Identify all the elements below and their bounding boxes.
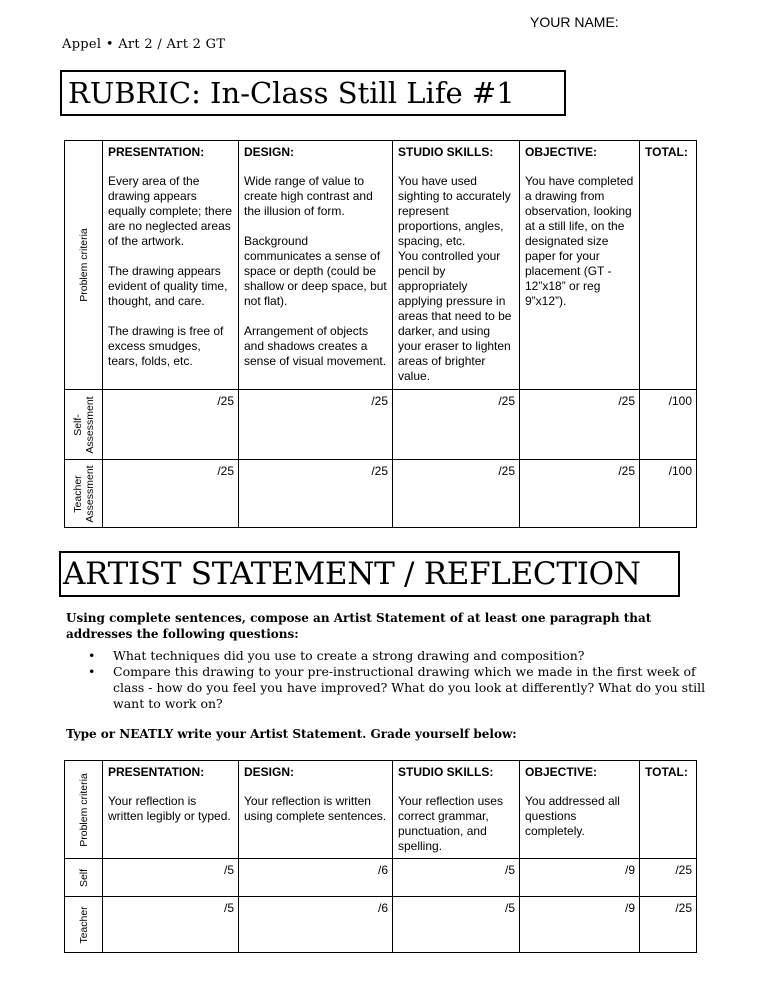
- score-cell[interactable]: /25: [103, 460, 239, 528]
- criteria-text: You have used sighting to accurately represent proportions, angles, spacing, etc. You controlled your pencil by appropriately applying pressure in areas that need to be darker, and using your eraser to lighten areas of brighter value.: [398, 174, 512, 383]
- row-label-cell: [65, 141, 103, 390]
- row-label-problem-criteria: Problem criteria: [77, 228, 90, 302]
- score-cell[interactable]: /25: [520, 460, 640, 528]
- column-header-studio-skills: STUDIO SKILLS:: [398, 765, 494, 779]
- design-cell: [239, 761, 393, 859]
- score-cell[interactable]: /5: [393, 897, 520, 953]
- presentation-cell: [103, 761, 239, 859]
- total-score-cell[interactable]: /100: [640, 460, 697, 528]
- criteria-text: Your reflection is written legibly or typed.: [108, 794, 231, 823]
- score-cell[interactable]: /25: [393, 390, 520, 460]
- reflection-rubric-table: [64, 760, 697, 953]
- score-cell[interactable]: /25: [239, 460, 393, 528]
- row-label-teacher-assessment: Teacher Assessment: [71, 464, 96, 523]
- question-text: Compare this drawing to your pre-instructional drawing which we made in the first week of class - how do you feel you have improved? What do you look at differently? What do you still want to work on?: [113, 664, 706, 711]
- column-header-objective: OBJECTIVE:: [525, 765, 598, 779]
- criteria-text: Background communicates a sense of space or depth (could be shallow or deep space, but not flat).: [244, 234, 387, 308]
- score-cell[interactable]: /25: [103, 390, 239, 460]
- row-label-cell: [65, 390, 103, 460]
- score-cell[interactable]: /25: [520, 390, 640, 460]
- teacher-assessment-row: [65, 460, 697, 528]
- column-header-design: DESIGN:: [244, 145, 295, 159]
- criteria-text: The drawing appears evident of quality time, thought, and care.: [108, 264, 228, 308]
- score-cell[interactable]: /6: [239, 897, 393, 953]
- rubric-title: RUBRIC: In-Class Still Life #1: [60, 70, 566, 116]
- criteria-text: Your reflection is written using complete sentences.: [244, 794, 387, 823]
- column-header-presentation: PRESENTATION:: [108, 765, 205, 779]
- score-cell[interactable]: /6: [239, 859, 393, 897]
- problem-criteria-row: [65, 141, 697, 390]
- list-item: [88, 648, 708, 664]
- column-header-total: TOTAL:: [645, 145, 688, 159]
- row-label-teacher: Teacher: [77, 905, 90, 944]
- row-label-self-assessment: Self- Assessment: [71, 395, 96, 454]
- list-item: [88, 664, 708, 712]
- criteria-text: You addressed all questions completely.: [525, 794, 620, 838]
- criteria-text: The drawing is free of excess smudges, tears, folds, etc.: [108, 324, 224, 368]
- course-label: Appel • Art 2 / Art 2 GT: [62, 37, 226, 52]
- artist-instruction: Using complete sentences, compose an Artist Statement of at least one paragraph that addresses the following questions:: [66, 611, 652, 641]
- row-label-self: Self: [77, 868, 90, 887]
- row-label-cell: [65, 460, 103, 528]
- total-cell: [640, 141, 697, 390]
- score-cell[interactable]: /5: [103, 859, 239, 897]
- row-label-problem-criteria: Problem criteria: [77, 772, 90, 847]
- type-note: Type or NEATLY write your Artist Statement. Grade yourself below:: [66, 727, 517, 741]
- score-cell[interactable]: /5: [103, 897, 239, 953]
- rubric-table: [64, 140, 697, 528]
- studio-skills-cell: [393, 761, 520, 859]
- column-header-total: TOTAL:: [645, 765, 688, 779]
- objective-cell: [520, 141, 640, 390]
- criteria-text: Arrangement of objects and shadows creates a sense of visual movement.: [244, 324, 387, 368]
- teacher-row: [65, 897, 697, 953]
- question-text: What techniques did you use to create a strong drawing and composition?: [113, 648, 585, 663]
- score-cell[interactable]: /5: [393, 859, 520, 897]
- total-cell: [640, 761, 697, 859]
- score-cell[interactable]: /25: [393, 460, 520, 528]
- bullet-icon: •: [88, 648, 96, 663]
- studio-skills-cell: [393, 141, 520, 390]
- total-score-cell[interactable]: /25: [640, 859, 697, 897]
- column-header-objective: OBJECTIVE:: [525, 145, 598, 159]
- row-label-cell: [65, 859, 103, 897]
- problem-criteria-row: [65, 761, 697, 859]
- column-header-studio-skills: STUDIO SKILLS:: [398, 145, 494, 159]
- design-cell: [239, 141, 393, 390]
- score-cell[interactable]: /9: [520, 859, 640, 897]
- column-header-presentation: PRESENTATION:: [108, 145, 205, 159]
- objective-cell: [520, 761, 640, 859]
- criteria-text: Your reflection uses correct grammar, punctuation, and spelling.: [398, 794, 503, 853]
- question-list: [88, 648, 708, 712]
- column-header-design: DESIGN:: [244, 765, 295, 779]
- score-cell[interactable]: /25: [239, 390, 393, 460]
- artist-statement-title: ARTIST STATEMENT / REFLECTION: [59, 551, 680, 597]
- total-score-cell[interactable]: /25: [640, 897, 697, 953]
- score-cell[interactable]: /9: [520, 897, 640, 953]
- bullet-icon: •: [88, 664, 96, 679]
- row-label-cell: [65, 761, 103, 859]
- self-assessment-row: [65, 390, 697, 460]
- your-name-label: YOUR NAME:: [530, 14, 619, 30]
- presentation-cell: [103, 141, 239, 390]
- total-score-cell[interactable]: /100: [640, 390, 697, 460]
- criteria-text: Every area of the drawing appears equally complete; there are no neglected areas of the artwork.: [108, 174, 233, 248]
- criteria-text: You have completed a drawing from observation, looking at a still life, on the designated size paper for your placement (GT - 12”x18” or reg 9”x12”).: [525, 174, 634, 308]
- row-label-cell: [65, 897, 103, 953]
- self-row: [65, 859, 697, 897]
- criteria-text: Wide range of value to create high contrast and the illusion of form.: [244, 174, 373, 218]
